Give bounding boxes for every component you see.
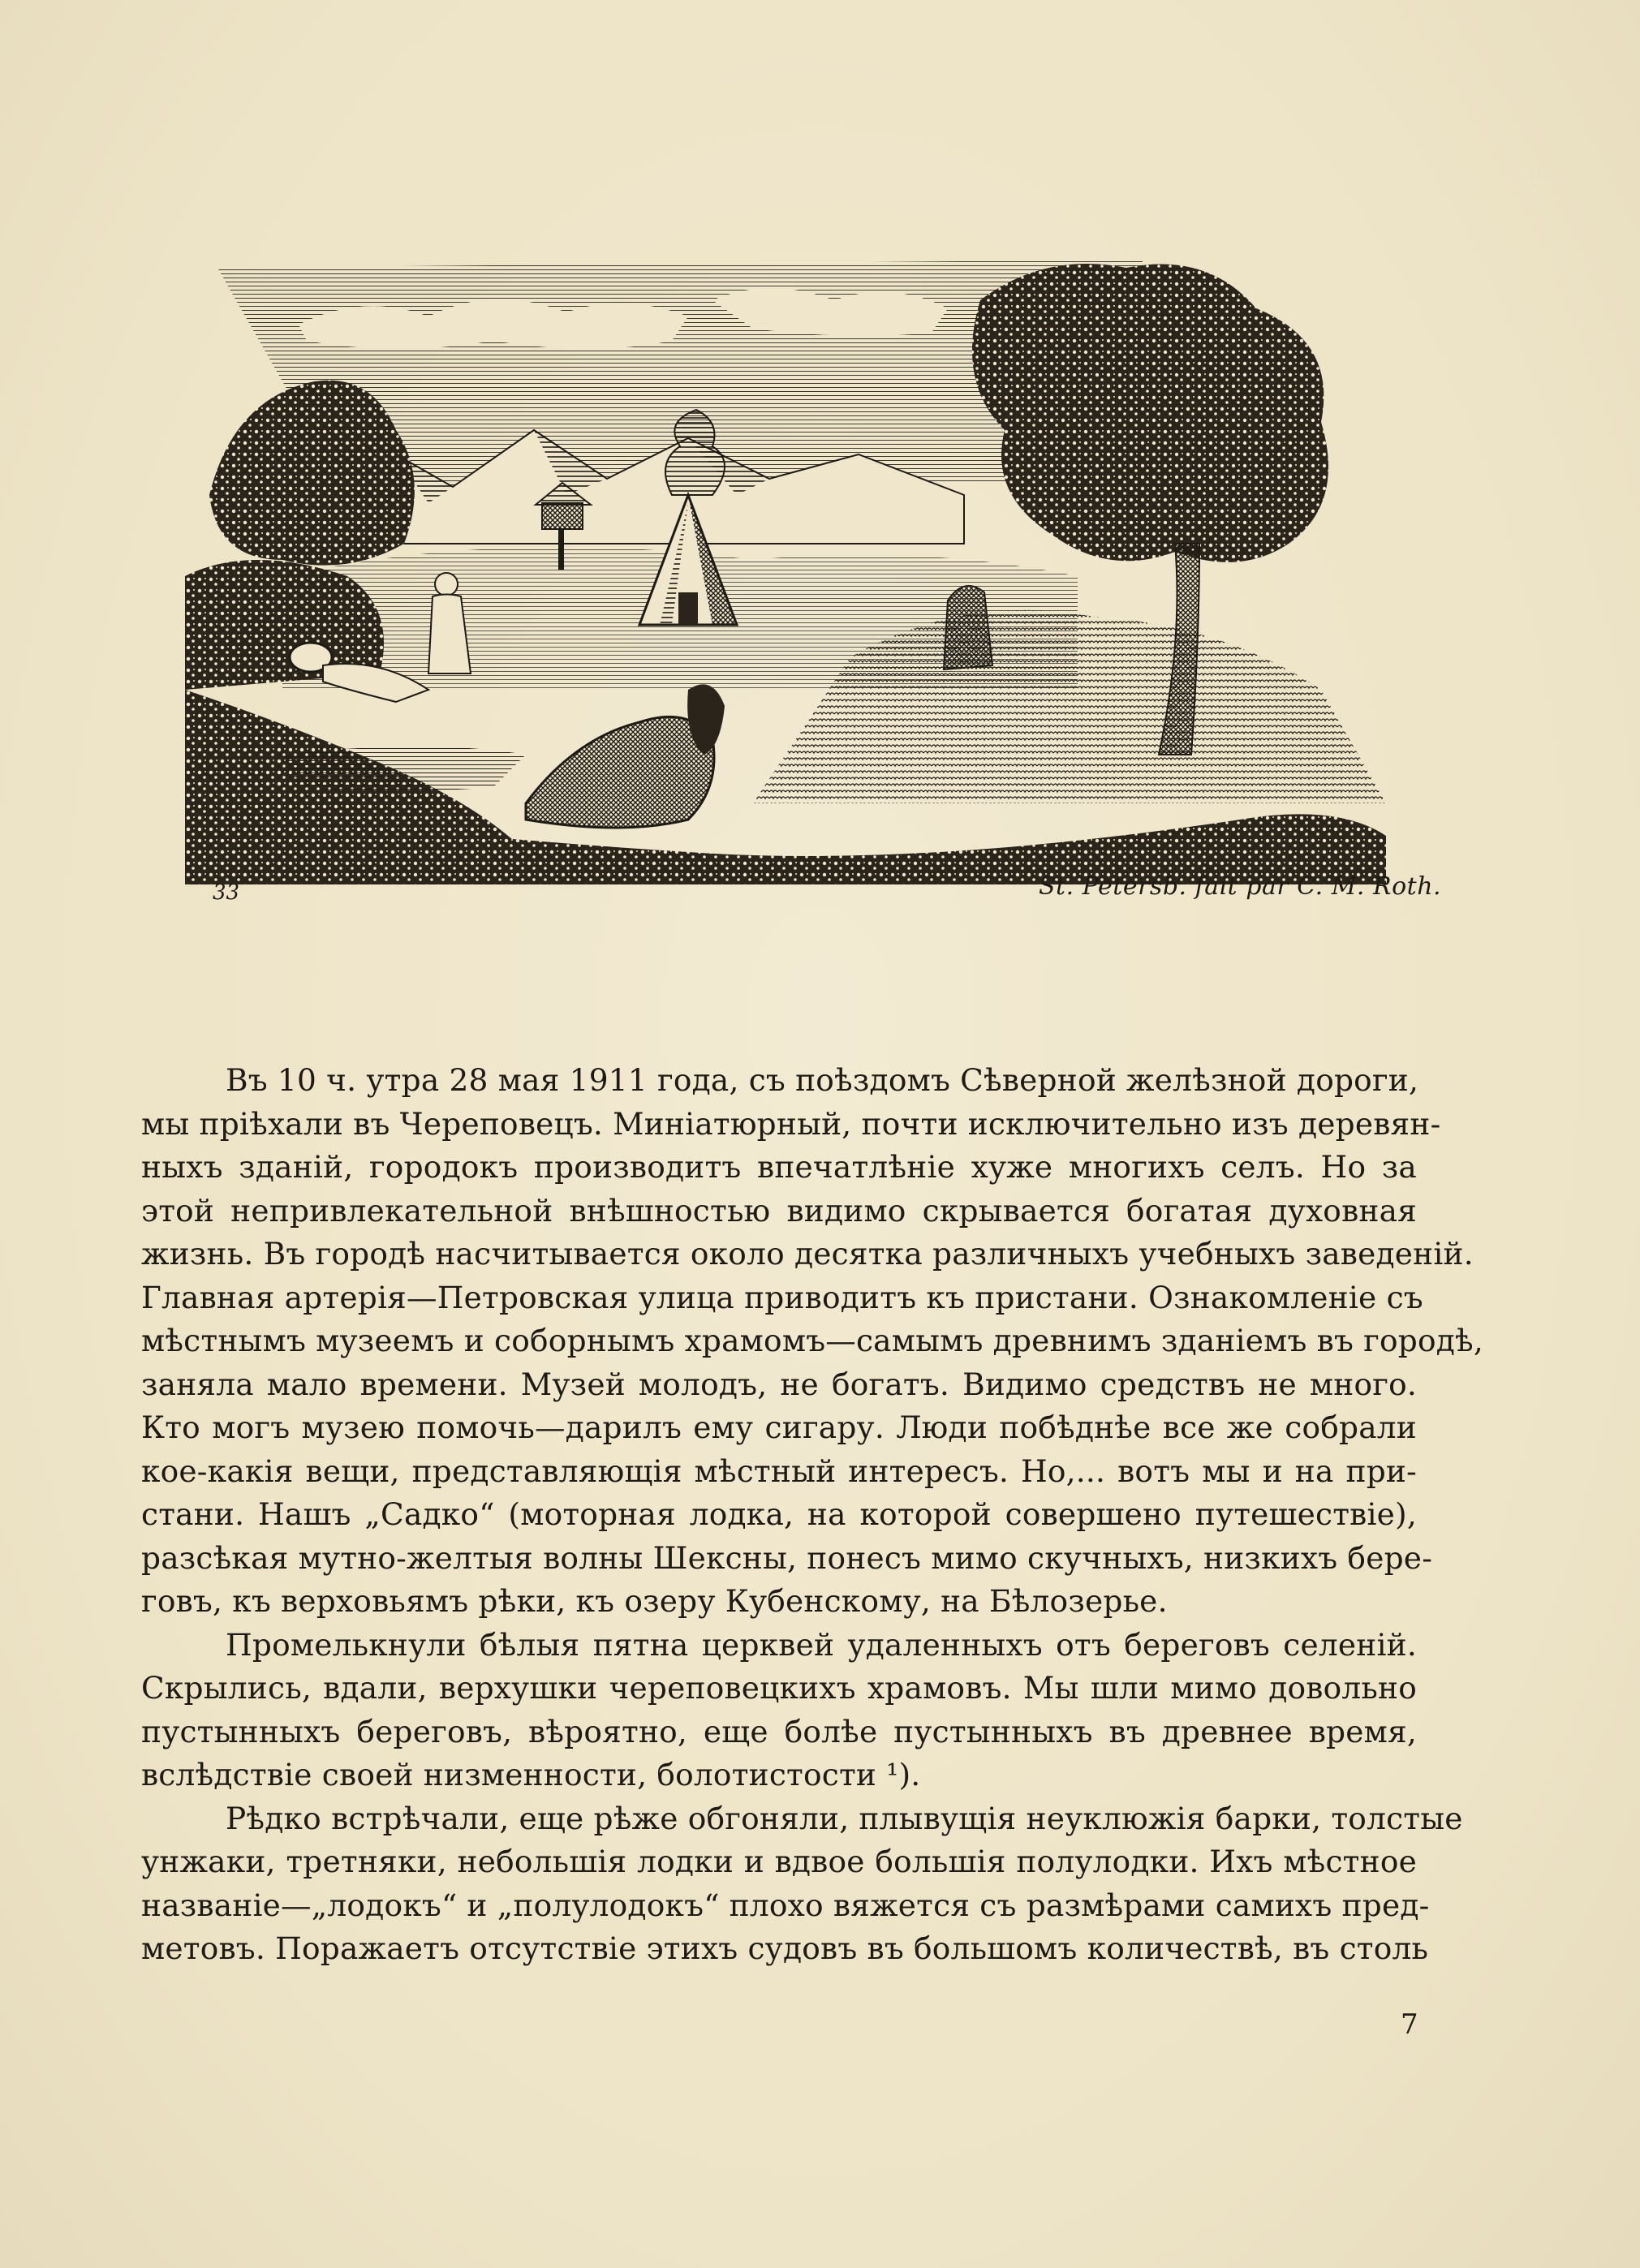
text-line: названіе—„лодокъ“ и „полулодокъ“ плохо вяжется съ размѣрами самихъ пред-	[141, 1887, 1430, 1923]
text-line: Промелькнули бѣлыя пятна церквей удаленныхъ отъ береговъ селеній.	[226, 1626, 1417, 1663]
text-line: жизнь. Въ городѣ насчитывается около десятка различныхъ учебныхъ заведеній.	[141, 1236, 1474, 1272]
text-line: этой непривлекательной внѣшностью видимо скрывается богатая духовная	[141, 1192, 1417, 1229]
text-line: унжаки, третняки, небольшія лодки и вдвое большія полулодки. Ихъ мѣстное	[141, 1844, 1417, 1879]
text-line: мы пріѣхали въ Череповецъ. Миніатюрный, почти исключительно изъ деревян-	[141, 1105, 1441, 1142]
text-line: кое-какія вещи, представляющія мѣстный интересъ. Но,... вотъ мы и на при-	[141, 1452, 1417, 1489]
text-line: заняла мало времени. Музей молодъ, не богатъ. Видимо средствъ не много.	[141, 1366, 1417, 1402]
page-number: 7	[1401, 2008, 1418, 2041]
text-line: ныхъ зданій, городокъ производитъ впечатлѣніе хуже многихъ селъ. Но за	[141, 1149, 1417, 1185]
text-line: Кто могъ музею помочь—дарилъ ему сигару. Люди побѣднѣе все же собрали	[141, 1409, 1417, 1445]
text-line: Скрылись, вдали, верхушки череповецкихъ храмовъ. Мы шли мимо довольно	[141, 1670, 1417, 1706]
show-through-page-number: 8	[1529, 166, 1543, 191]
reclining-man	[526, 684, 725, 828]
plate-mark: 33	[213, 880, 240, 905]
engraving-illustration	[185, 235, 1386, 884]
text-line: Въ 10 ч. утра 28 мая 1911 года, съ поѣздомъ Сѣверной желѣзной дороги,	[226, 1062, 1419, 1098]
text-line: пустынныхъ береговъ, вѣроятно, еще болѣе пустынныхъ въ древнее время,	[141, 1713, 1417, 1749]
text-line: мѣстнымъ музеемъ и соборнымъ храмомъ—самымъ древнимъ зданіемъ въ городѣ,	[141, 1323, 1483, 1358]
text-line: метовъ. Поражаетъ отсутствіе этихъ судовъ въ большомъ количествѣ, въ столь	[141, 1930, 1429, 1966]
text-line: Рѣдко встрѣчали, еще рѣже обгоняли, плывущія неуклюжія барки, толстые	[226, 1800, 1463, 1836]
text-line: говъ, къ верховьямъ рѣки, къ озеру Кубенскому, на Бѣлозерье.	[141, 1583, 1168, 1619]
engraving-caption: St. Petersb. fait par C. M. Roth.	[1039, 872, 1442, 901]
landscape-engraving-icon	[185, 235, 1386, 884]
text-line: стани. Нашъ „Садко“ (моторная лодка, на которой совершено путешествіе),	[141, 1496, 1417, 1532]
body-text	[141, 1059, 1483, 1971]
text-line: разсѣкая мутно-желтыя волны Шексны, понесъ мимо скучныхъ, низкихъ бере-	[141, 1539, 1433, 1576]
text-line: Главная артерія—Петровская улица приводитъ къ пристани. Ознакомленіе съ	[141, 1279, 1423, 1315]
text-line: вслѣдствіе своей низменности, болотистости ¹).	[141, 1757, 921, 1792]
